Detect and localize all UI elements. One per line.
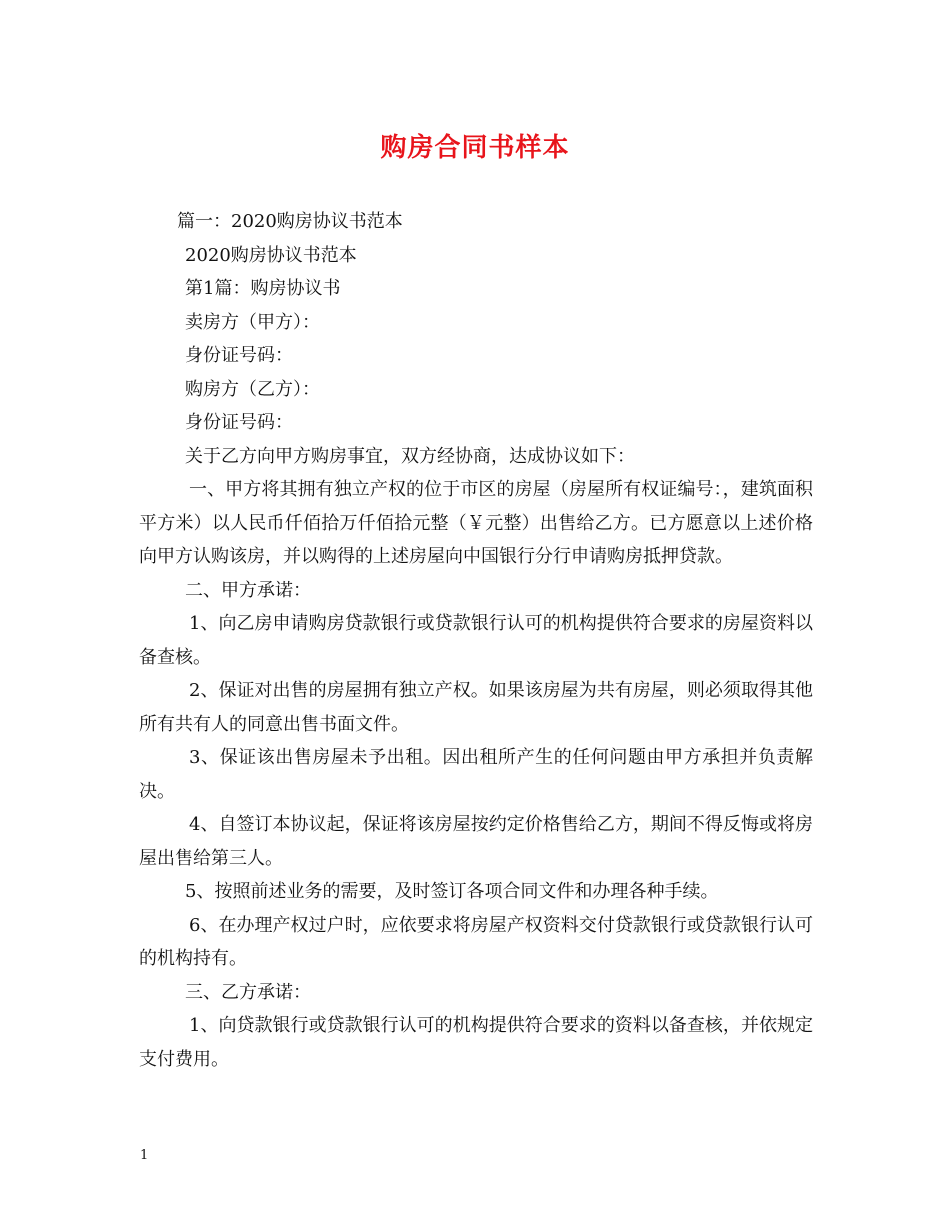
buyer-commitments-heading: 三、乙方承诺： [185,981,311,1003]
section-heading: 篇一：2020购房协议书范本 [177,211,403,232]
seller-commitment-item: 3、保证该出售房屋未予出租。因出租所产生的任何问题由甲方承担并负责解决。 [139,747,813,802]
seller-commitment-item: 5、按照前述业务的需要，及时签订各项合同文件和办理各种手续。 [185,881,719,902]
page-number: 1 [140,1148,149,1163]
subtitle: 2020购房协议书范本 [185,244,357,266]
seller-commitment-item: 2、保证对出售的房屋拥有独立产权。如果该房屋为共有房屋，则必须取得其他所有共有人的同意出售书面文件。 [139,680,813,735]
document-title: 购房合同书样本 [380,133,570,163]
clause-one-paragraph: 一、甲方将其拥有独立产权的位于市区的房屋（房屋所有权证编号：，建筑面积平方米）以人民币仟佰拾万仟佰拾元整（￥元整）出售给乙方。已方愿意以上述价格向甲方认购该房，并以购得的上述房屋向中国银行分行申请购房抵押贷款。 [139,479,813,567]
intro-paragraph: 关于乙方向甲方购房事宜，双方经协商，达成协议如下： [185,445,635,467]
seller-commitment-item: 6、在办理产权过户时，应依要求将房屋产权资料交付贷款银行或贷款银行认可的机构持有。 [139,914,813,969]
seller-commitments-heading: 二、甲方承诺： [185,579,311,601]
document-body [139,205,813,1076]
buyer-commitment-item: 1、向贷款银行或贷款银行认可的机构提供符合要求的资料以备查核，并依规定支付费用。 [139,1015,813,1070]
buyer-label: 购房方（乙方）： [185,378,320,400]
buyer-id-label: 身份证号码： [185,412,293,433]
seller-commitment-item: 1、向乙房申请购房贷款银行或贷款银行认可的机构提供符合要求的房屋资料以备查核。 [139,613,813,668]
seller-commitment-item: 4、自签订本协议起，保证将该房屋按约定价格售给乙方，期间不得反悔或将房屋出售给第三人。 [139,814,813,869]
chapter-heading: 第1篇：购房协议书 [185,278,341,299]
seller-id-label: 身份证号码： [185,345,293,366]
seller-label: 卖房方（甲方）： [185,311,320,333]
